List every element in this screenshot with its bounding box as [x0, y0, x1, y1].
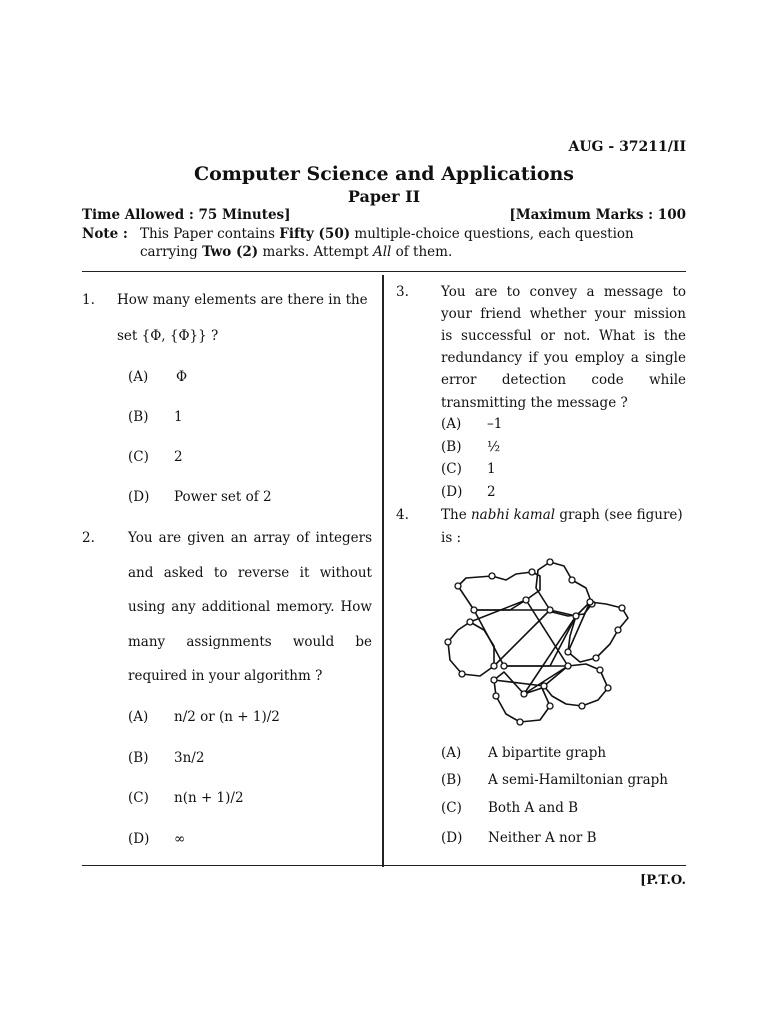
note-text: of them.: [391, 244, 453, 260]
option-label: (C): [128, 790, 149, 806]
question-text: error detection code while: [441, 372, 686, 388]
please-turn-over: [P.T.O.: [640, 873, 686, 888]
option-label: (B): [441, 439, 462, 455]
option-text: ∞: [174, 831, 186, 847]
question-text: and asked to reverse it without: [128, 565, 372, 581]
option-text: Power set of 2: [174, 489, 272, 505]
question-text: transmitting the message ?: [441, 395, 628, 411]
note-text: multiple-choice questions, each question: [350, 226, 634, 242]
note-emphasis: All: [372, 244, 392, 260]
option-text: n(n + 1)/2: [174, 790, 244, 806]
option-text: 3n/2: [174, 750, 205, 766]
paper-title: Computer Science and Applications: [194, 163, 574, 185]
question-text: required in your algorithm ?: [128, 668, 323, 684]
option-text: 2: [174, 449, 183, 465]
time-allowed: Time Allowed : 75 Minutes]: [82, 207, 291, 223]
question-text: You are to convey a message to: [441, 284, 686, 300]
option-text: A semi-Hamiltonian graph: [488, 772, 668, 788]
note: [82, 225, 688, 260]
question-text: You are given an array of integers: [128, 530, 372, 546]
option-label: (D): [441, 830, 463, 846]
paper-code: AUG - 37211/II: [568, 139, 686, 155]
option-label: (A): [441, 416, 462, 432]
maximum-marks: [Maximum Marks : 100: [509, 207, 686, 223]
option-label: (A): [128, 369, 149, 385]
question-number: 4.: [396, 507, 409, 523]
option-label: (A): [441, 745, 462, 761]
note-line-1: [140, 225, 688, 243]
question-text: is successful or not. What is the: [441, 328, 686, 344]
question-text: is :: [441, 530, 462, 546]
question-text: using any additional memory. How: [128, 599, 372, 615]
column-divider: [382, 275, 384, 867]
question-text: many assignments would be: [128, 634, 372, 650]
option-label: (D): [441, 484, 463, 500]
question-text: How many elements are there in the: [117, 292, 368, 308]
bottom-divider: [82, 865, 686, 866]
option-label: (C): [441, 800, 462, 816]
option-text: n/2 or (n + 1)/2: [174, 709, 280, 725]
note-text: This Paper contains: [140, 226, 280, 242]
note-text: marks. Attempt: [258, 244, 373, 260]
question-text: [441, 507, 683, 523]
question-text: your friend whether your mission: [441, 306, 686, 322]
option-label: (C): [128, 449, 149, 465]
note-text: carrying: [140, 244, 203, 260]
option-label: (B): [128, 409, 149, 425]
question-text: set {Φ, {Φ}} ?: [117, 328, 219, 344]
option-text: ½: [487, 439, 501, 455]
option-label: (D): [128, 489, 150, 505]
note-emphasis: Two (2): [202, 244, 259, 260]
note-emphasis: Fifty (50): [279, 226, 351, 242]
option-label: (B): [128, 750, 149, 766]
option-text: Both A and B: [488, 800, 579, 816]
question-number: 2.: [82, 530, 95, 546]
question-number: 3.: [396, 284, 409, 300]
question-text-part: The: [441, 507, 471, 523]
question-number: 1.: [82, 292, 95, 308]
option-text: 1: [174, 409, 183, 425]
option-label: (B): [441, 772, 462, 788]
option-text: Φ: [176, 369, 188, 385]
option-text: 1: [487, 461, 496, 477]
question-text-italic: nabhi kamal: [470, 507, 556, 523]
option-text: Neither A nor B: [488, 830, 597, 846]
option-text: –1: [487, 416, 503, 432]
option-label: (A): [128, 709, 149, 725]
paper-number: Paper II: [347, 187, 421, 206]
note-label: Note :: [82, 226, 128, 242]
option-text: A bipartite graph: [488, 745, 607, 761]
note-line-2: [140, 243, 688, 261]
option-label: (D): [128, 831, 150, 847]
option-text: 2: [487, 484, 496, 500]
option-label: (C): [441, 461, 462, 477]
nabhi-kamal-graph-figure: [440, 556, 636, 728]
question-text-part: graph (see figure): [555, 507, 683, 523]
top-divider: [82, 271, 686, 272]
question-text: redundancy if you employ a single: [441, 350, 686, 366]
